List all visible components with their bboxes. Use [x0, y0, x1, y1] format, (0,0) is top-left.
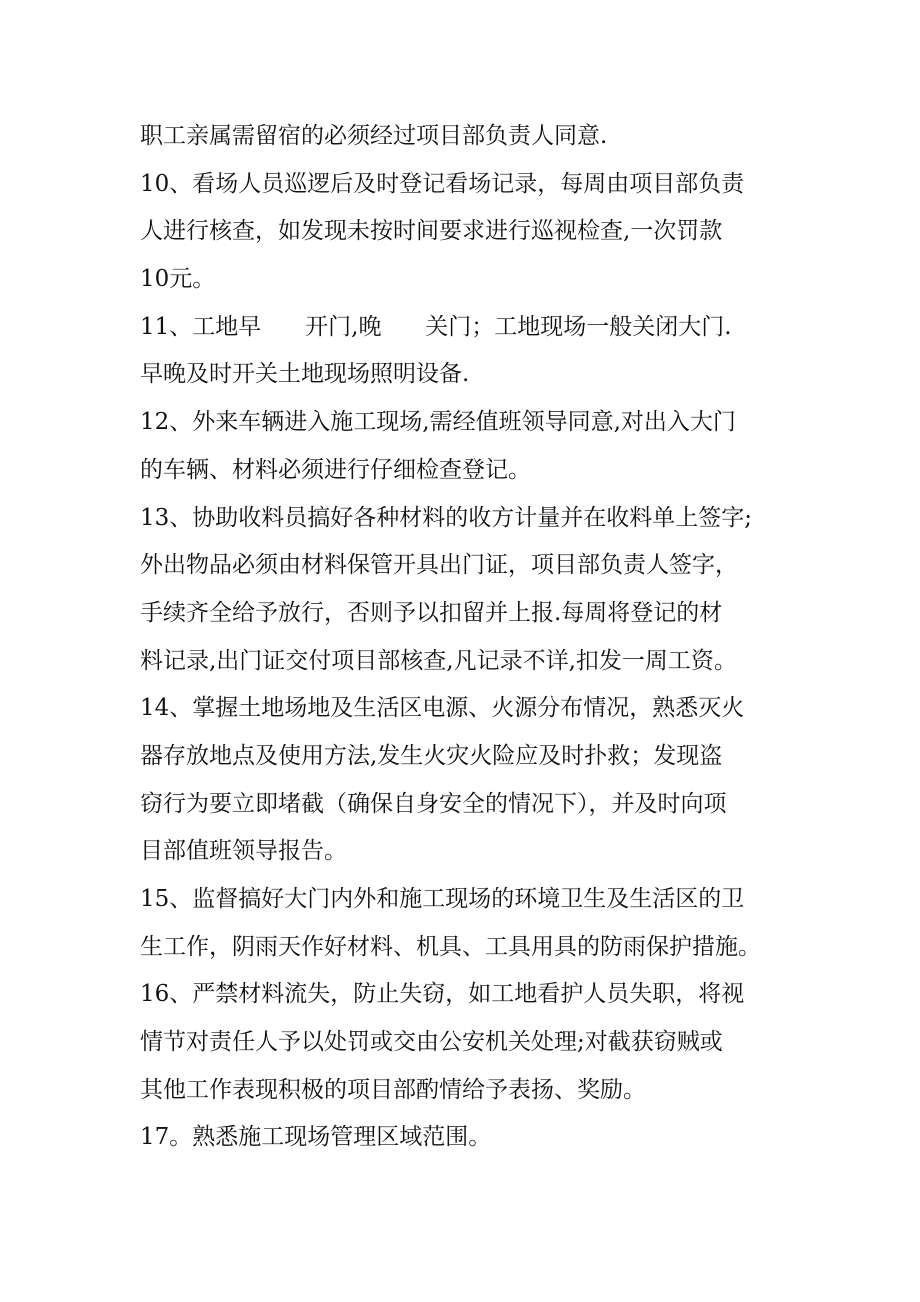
text-line: 其他工作表现积极的项目部酌情给予表扬、奖励。: [140, 1076, 646, 1103]
text-line: 情节对责任人予以处罚或交由公安机关处理;对截获窃贼或: [140, 1029, 723, 1056]
document-body: [140, 113, 800, 1162]
text-line: 料记录,出门证交付项目部核查,凡记录不详,扣发一周工资。: [140, 647, 737, 674]
text-line: 10、看场人员巡逻后及时登记看场记录，每周由项目部负责: [140, 170, 745, 197]
text-line: 目部值班领导报告。: [140, 838, 347, 865]
text-line: 的车辆、材料必须进行仔细检查登记。: [140, 456, 531, 483]
text-line: 外出物品必须由材料保管开具出门证，项目部负责人签字，: [140, 552, 738, 579]
text-line: 13、协助收料员搞好各种材料的收方计量并在收料单上签字;: [140, 504, 753, 531]
text-line: 生工作，阴雨天作好材料、机具、工具用具的防雨保护措施。: [140, 933, 761, 960]
text-line: 16、严禁材料流失，防止失窃，如工地看护人员失职，将视: [140, 981, 745, 1008]
text-line: 窃行为要立即堵截（确保自身安全的情况下），并及时向项: [140, 790, 727, 817]
text-line: 人进行核查，如发现未按时间要求进行巡视检查,一次罚款: [140, 218, 723, 245]
text-line: 15、监督搞好大门内外和施工现场的环境卫生及生活区的卫: [140, 886, 745, 912]
text-line: 10元。: [140, 266, 216, 293]
text-line: 17。熟悉施工现场管理区域范围。: [140, 1124, 492, 1151]
text-line: 12、外来车辆进入施工现场,需经值班领导同意,对出入大门: [140, 409, 736, 436]
text-line: 器存放地点及使用方法,发生火灾火险应及时扑救；发现盗: [140, 742, 723, 769]
text-line: 职工亲属需留宿的必须经过项目部负责人同意.: [140, 123, 608, 149]
text-line: 11、工地早 开门,晚 关门；工地现场一般关闭大门.: [140, 313, 732, 340]
text-line: 手续齐全给予放行，否则予以扣留并上报.每周将登记的材: [140, 599, 723, 626]
text-line: 14、掌握土地场地及生活区电源、火源分布情况，熟悉灭火: [140, 695, 745, 722]
text-line: 早晚及时开关土地现场照明设备.: [140, 361, 470, 388]
